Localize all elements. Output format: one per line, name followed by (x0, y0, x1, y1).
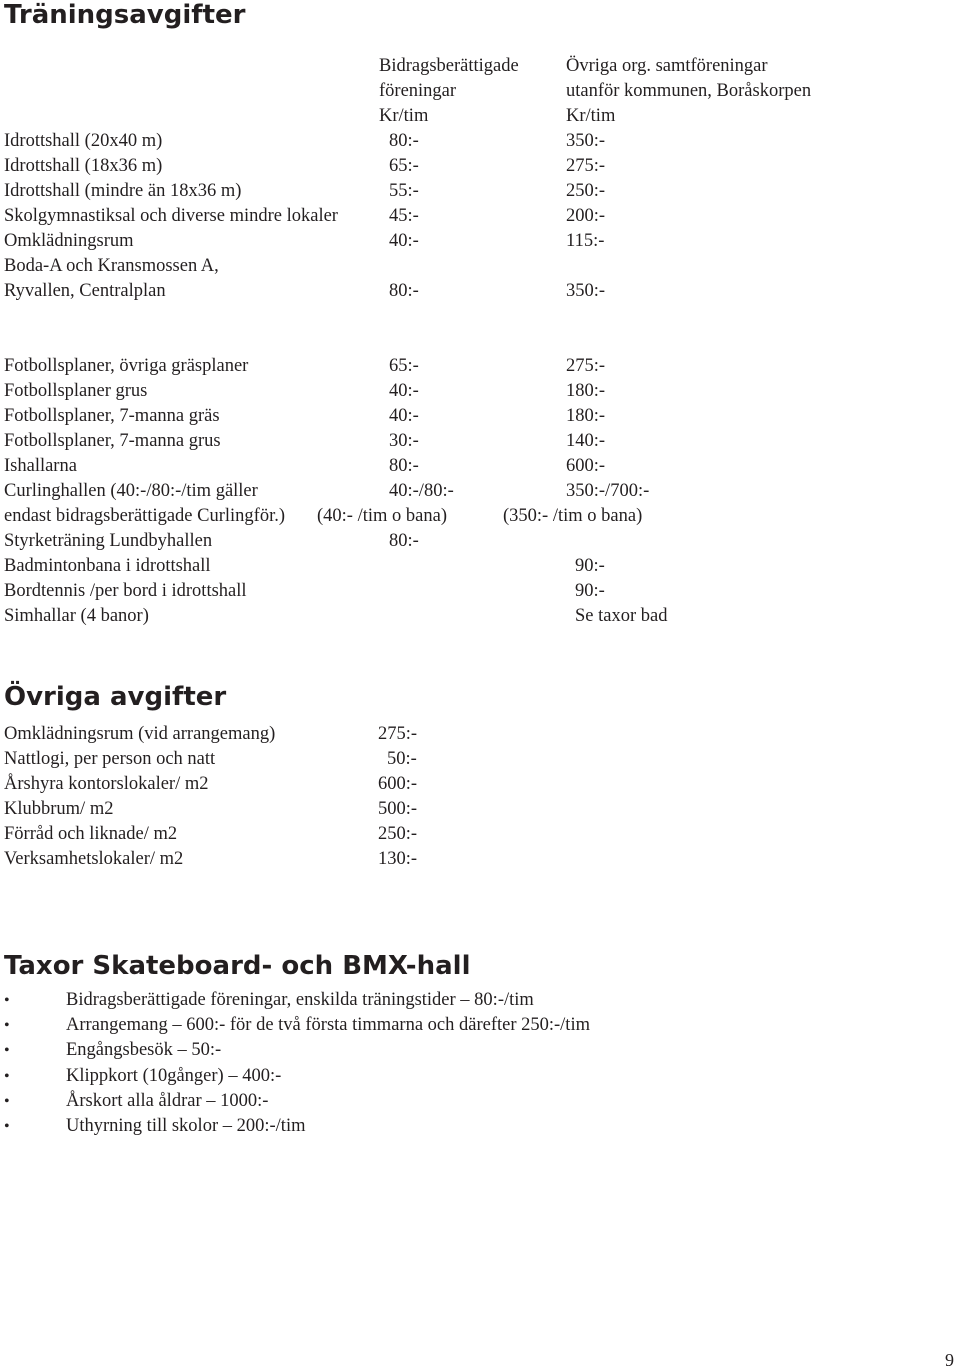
row-label: Nattlogi, per person och natt (4, 749, 216, 769)
list-item-text: Årskort alla åldrar – 1000:- (66, 1091, 269, 1111)
value-other: 90:- (575, 556, 605, 576)
row-label: Klubbrum/ m2 (4, 799, 114, 819)
bullet-icon: • (4, 1042, 10, 1059)
value-subsidized: 30:- (389, 431, 419, 451)
value-subsidized: 55:- (389, 181, 419, 201)
row-value: 50:- (387, 749, 417, 769)
value-other: 180:- (566, 406, 606, 426)
value-other: 350:-/700:- (566, 481, 650, 501)
row-label: Idrottshall (18x36 m) (4, 156, 163, 176)
value-other: 600:- (566, 456, 606, 476)
list-item-text: Engångsbesök – 50:- (66, 1040, 222, 1060)
row-label: Fotbollsplaner grus (4, 381, 148, 401)
value-subsidized: 45:- (389, 206, 419, 226)
row-label: Årshyra kontorslokaler/ m2 (4, 774, 209, 794)
row-label: Fotbollsplaner, 7-manna grus (4, 431, 221, 451)
value-other: 275:- (566, 356, 606, 376)
value-subsidized: 80:- (389, 531, 419, 551)
value-subsidized: 40:- (389, 231, 419, 251)
value-other: 275:- (566, 156, 606, 176)
header-line: utanför kommunen, Boråskorpen (566, 81, 812, 101)
row-value: 600:- (378, 774, 418, 794)
value-other: 90:- (575, 581, 605, 601)
value-other: 250:- (566, 181, 606, 201)
section-title-skate-bmx: Taxor Skateboard- och BMX-hall (4, 951, 471, 981)
row-label: Curlinghallen (40:-/80:-/tim gäller (4, 481, 258, 501)
row-label: Omklädningsrum (4, 231, 134, 251)
bullet-icon: • (4, 992, 10, 1009)
value-other: 140:- (566, 431, 606, 451)
row-label: Bordtennis /per bord i idrottshall (4, 581, 247, 601)
page-number: 9 (945, 1350, 954, 1370)
row-value: 500:- (378, 799, 418, 819)
value-other: Se taxor bad (575, 606, 668, 626)
row-value: 130:- (378, 849, 418, 869)
row-label: Fotbollsplaner, övriga gräsplaner (4, 356, 249, 376)
row-label: Boda-A och Kransmossen A, (4, 256, 219, 276)
value-subsidized: 40:-/80:- (389, 481, 454, 501)
value-subsidized: 65:- (389, 356, 419, 376)
header-line: föreningar (379, 81, 457, 101)
row-label: Omklädningsrum (vid arrangemang) (4, 724, 276, 744)
value-other: 115:- (566, 231, 605, 251)
row-label: Idrottshall (20x40 m) (4, 131, 163, 151)
list-item-text: Klippkort (10gånger) – 400:- (66, 1066, 282, 1086)
value-other: 200:- (566, 206, 606, 226)
header-line: Kr/tim (379, 106, 429, 126)
value-other: 180:- (566, 381, 606, 401)
row-label: Ishallarna (4, 456, 77, 476)
list-item-text: Uthyrning till skolor – 200:-/tim (66, 1116, 306, 1136)
row-label: Badmintonbana i idrottshall (4, 556, 211, 576)
row-value: 250:- (378, 824, 418, 844)
row-label: Förråd och liknade/ m2 (4, 824, 178, 844)
value-other: 350:- (566, 281, 606, 301)
header-line: Bidragsberättigade (379, 56, 519, 76)
value-subsidized: 40:- (389, 381, 419, 401)
value-subsidized: 80:- (389, 456, 419, 476)
row-label: Verksamhetslokaler/ m2 (4, 849, 184, 869)
bullet-icon: • (4, 1068, 10, 1085)
row-label: Skolgymnastiksal och diverse mindre lokaler (4, 206, 338, 226)
bullet-icon: • (4, 1093, 10, 1110)
value-other: (350:- /tim o bana) (503, 506, 643, 526)
value-subsidized: 80:- (389, 131, 419, 151)
row-label: Simhallar (4 banor) (4, 606, 149, 626)
list-item-text: Arrangemang – 600:- för de två första timmarna och därefter 250:-/tim (66, 1015, 590, 1035)
bullet-icon: • (4, 1017, 10, 1034)
list-item-text: Bidragsberättigade föreningar, enskilda träningstider – 80:-/tim (66, 990, 534, 1010)
row-value: 275:- (378, 724, 418, 744)
section-title-training: Träningsavgifter (4, 0, 246, 30)
row-label: Styrketräning Lundbyhallen (4, 531, 213, 551)
row-label: Fotbollsplaner, 7-manna gräs (4, 406, 220, 426)
header-line: Övriga org. samtföreningar (566, 56, 768, 76)
row-label: Idrottshall (mindre än 18x36 m) (4, 181, 242, 201)
value-subsidized: (40:- /tim o bana) (317, 506, 447, 526)
row-label: endast bidragsberättigade Curlingför.) (4, 506, 286, 526)
value-subsidized: 80:- (389, 281, 419, 301)
section-title-other-fees: Övriga avgifter (4, 682, 227, 712)
value-other: 350:- (566, 131, 606, 151)
header-line: Kr/tim (566, 106, 616, 126)
value-subsidized: 40:- (389, 406, 419, 426)
bullet-icon: • (4, 1118, 10, 1135)
value-subsidized: 65:- (389, 156, 419, 176)
row-label: Ryvallen, Centralplan (4, 281, 166, 301)
